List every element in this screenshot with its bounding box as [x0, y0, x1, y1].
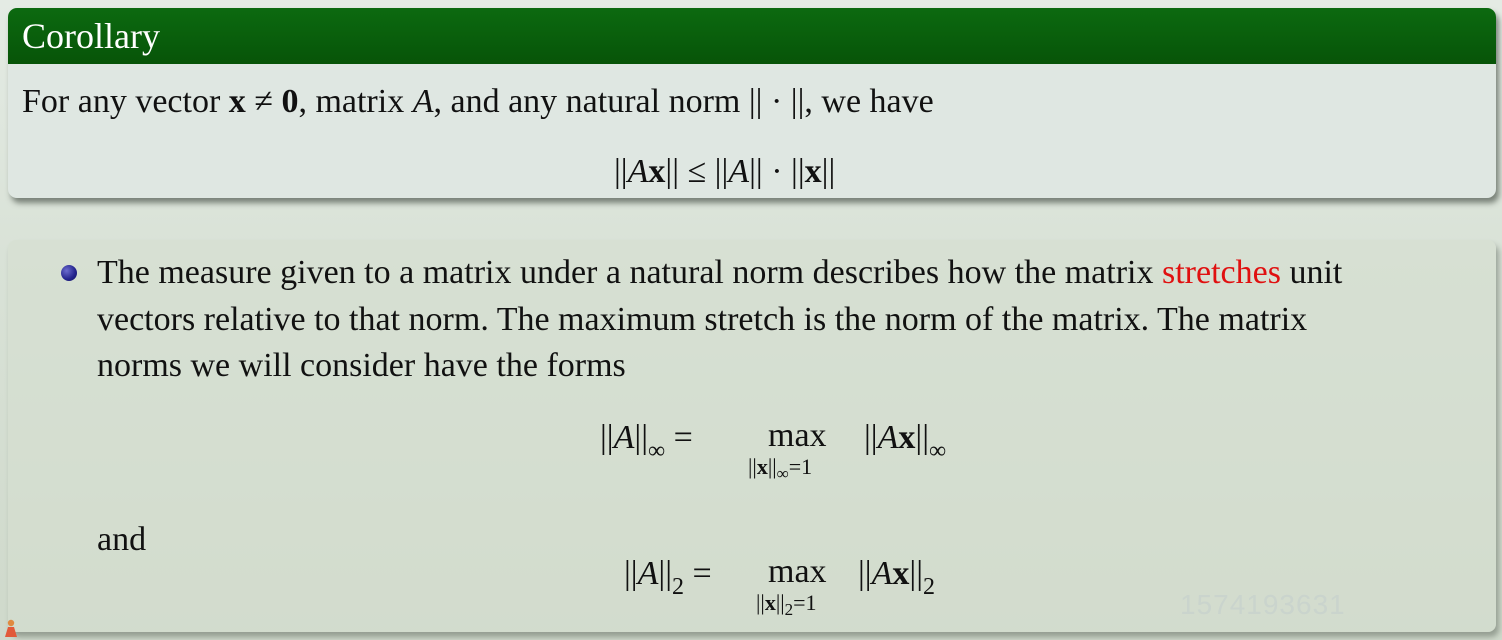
- two-cond-open: ||: [756, 590, 765, 615]
- ineq-x-2: x: [804, 153, 822, 190]
- inf-rhs-open: ||: [864, 419, 878, 456]
- inf-cond-x: x: [756, 454, 768, 479]
- norm-inequality: [614, 152, 835, 192]
- ineq-dot: || · ||: [749, 153, 805, 190]
- inf-equals: =: [665, 419, 693, 456]
- two-rhs-x: x: [892, 555, 910, 592]
- user-icon: [2, 618, 20, 638]
- ineq-a-2: A: [728, 153, 750, 190]
- two-max: max: [768, 553, 827, 590]
- neq-sign: ≠: [245, 83, 282, 120]
- two-lhs-sub: 2: [672, 574, 685, 600]
- inf-cond-close: ||: [767, 454, 777, 479]
- two-rhs-open: ||: [858, 555, 872, 592]
- corollary-header: [8, 8, 1496, 64]
- inf-rhs-sub: ∞: [929, 438, 947, 464]
- formula-inf-rhs: [864, 418, 947, 464]
- two-equals: =: [684, 555, 712, 592]
- matrix-a: A: [412, 83, 434, 120]
- ineq-bars-1: ||: [614, 153, 628, 190]
- two-lhs-open: ||: [624, 555, 638, 592]
- statement-text-3: , and any natural norm || · ||, we have: [433, 83, 934, 120]
- inf-lhs-close: ||: [634, 419, 649, 456]
- inf-rhs-close: ||: [915, 419, 930, 456]
- two-rhs-close: ||: [909, 555, 924, 592]
- two-lhs-close: ||: [658, 555, 673, 592]
- bullet-line-2: vectors relative to that norm. The maximum stretch is the norm of the matrix. The matrix: [97, 301, 1308, 338]
- corollary-block: [8, 8, 1496, 198]
- inf-cond-open: ||: [748, 454, 757, 479]
- zero-vector: 0: [281, 83, 299, 120]
- inf-lhs-open: ||: [600, 419, 614, 456]
- ineq-a: A: [627, 153, 649, 190]
- two-cond-x: x: [764, 590, 776, 615]
- corollary-statement: [22, 82, 934, 122]
- two-cond-eq: =1: [793, 590, 817, 615]
- content-panel: [8, 240, 1496, 632]
- inf-cond-sub: ∞: [776, 464, 789, 483]
- highlight-stretches: stretches: [1161, 254, 1281, 291]
- inf-cond-eq: =1: [788, 454, 813, 479]
- inf-rhs-a: A: [877, 419, 899, 456]
- two-rhs-sub: 2: [923, 574, 936, 600]
- inf-lhs-sub: ∞: [648, 438, 666, 464]
- vector-x: x: [228, 83, 246, 120]
- formula-inf-lhs: [600, 418, 693, 464]
- two-rhs-a: A: [871, 555, 893, 592]
- formula-2-lhs: [624, 554, 712, 600]
- statement-text-1: For any vector: [22, 83, 229, 120]
- watermark-id: 1574193631: [1180, 589, 1346, 620]
- two-max-condition: [756, 590, 817, 618]
- two-lhs-a: A: [637, 555, 659, 592]
- ineq-leq: || ≤ ||: [665, 153, 729, 190]
- bullet-line-3: norms we will consider have the forms: [97, 347, 626, 384]
- inf-max-condition: [748, 454, 812, 482]
- bullet-line-1-end: unit: [1280, 254, 1343, 291]
- statement-text-2: , matrix: [298, 83, 413, 120]
- bullet-line-1-text: The measure given to a matrix under a natural norm describes how the matrix: [97, 254, 1162, 291]
- bullet-line-1: [97, 253, 1342, 293]
- ineq-bars-end: ||: [821, 153, 836, 190]
- and-word: and: [97, 521, 147, 558]
- bullet-icon: [61, 265, 77, 281]
- two-cond-sub: 2: [784, 600, 794, 619]
- inf-lhs-a: A: [613, 419, 635, 456]
- inf-rhs-x: x: [898, 419, 916, 456]
- two-cond-close: ||: [775, 590, 785, 615]
- inf-max: max: [768, 417, 827, 454]
- corollary-title: Corollary: [22, 16, 160, 56]
- formula-2-rhs: [858, 554, 936, 600]
- ineq-x: x: [648, 153, 666, 190]
